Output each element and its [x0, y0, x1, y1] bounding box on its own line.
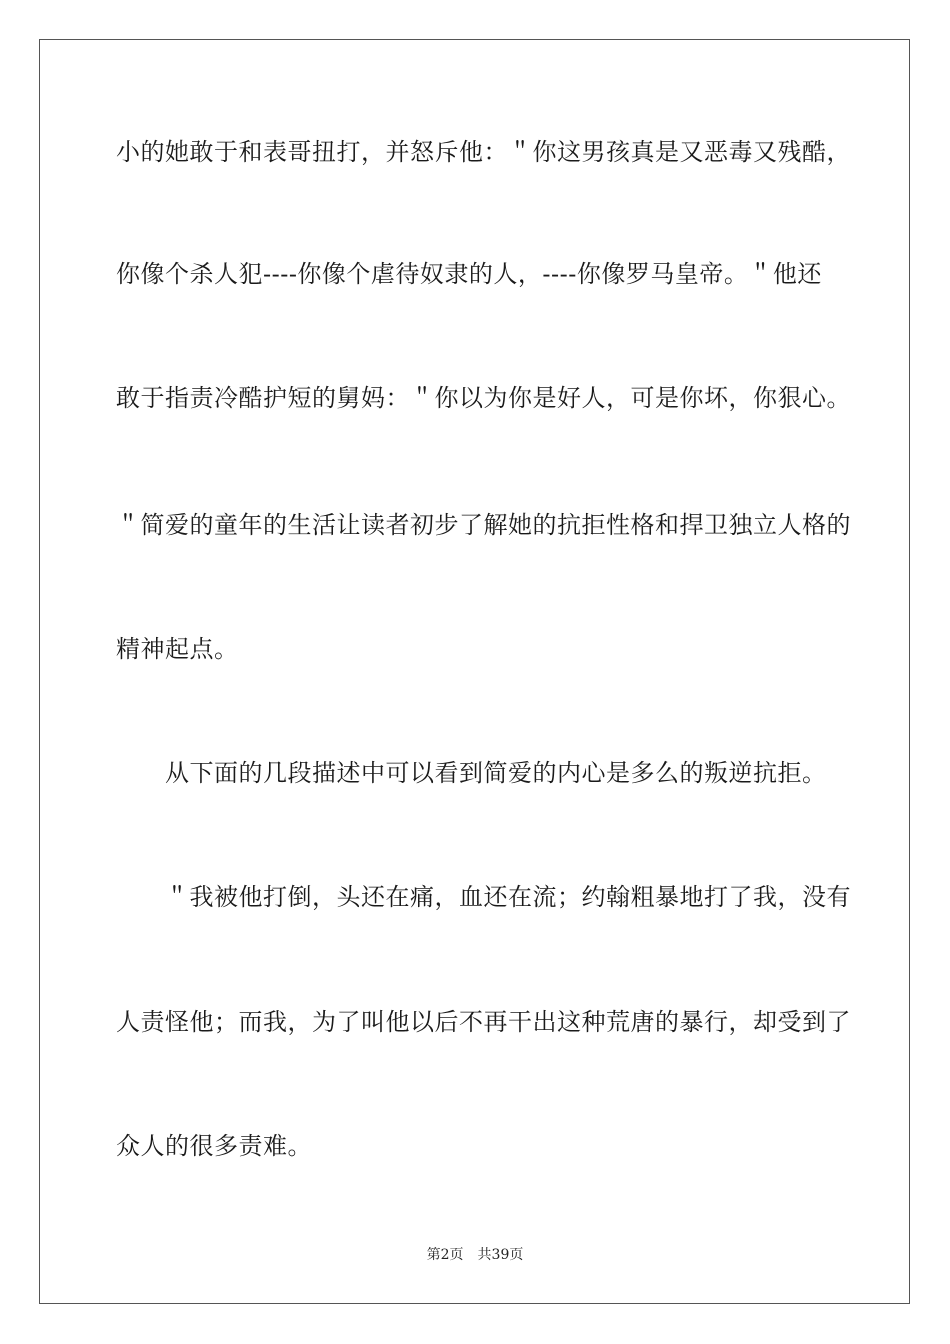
text-line-6: 从下面的几段描述中可以看到简爱的内心是多么的叛逆抗拒。	[116, 759, 827, 787]
page-number: 第2页	[426, 1247, 464, 1263]
text-line-8: 人责怪他；而我，为了叫他以后不再干出这种荒唐的暴行，却受到了	[116, 1008, 851, 1036]
text-line-5: 精神起点。	[116, 635, 239, 663]
text-line-3: 敢于指责冷酷护短的舅妈：＂你以为你是好人，可是你坏，你狠心。	[116, 384, 851, 412]
page-total: 共39页	[477, 1247, 524, 1263]
page-border	[39, 39, 910, 1304]
text-line-7: ＂我被他打倒，头还在痛，血还在流；约翰粗暴地打了我，没有	[116, 883, 851, 911]
text-line-1: 小的她敢于和表哥扭打，并怒斥他：＂你这男孩真是又恶毒又残酷，	[116, 138, 851, 166]
text-line-2: 你像个杀人犯----你像个虐待奴隶的人，----你像罗马皇帝。＂他还	[116, 260, 822, 288]
text-line-4: ＂简爱的童年的生活让读者初步了解她的抗拒性格和捍卫独立人格的	[116, 511, 851, 539]
page-footer	[0, 1246, 950, 1264]
text-line-9: 众人的很多责难。	[116, 1132, 312, 1160]
